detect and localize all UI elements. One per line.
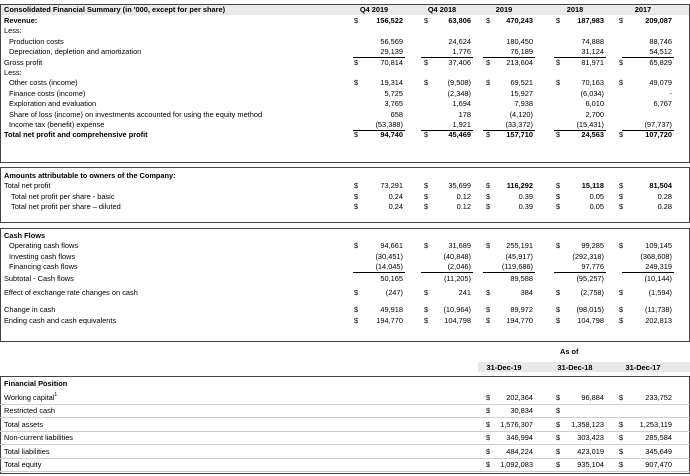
currency-symbol: $ xyxy=(619,181,624,190)
cell-value: 202,813 xyxy=(645,316,672,325)
cell-value: 7,938 xyxy=(514,99,533,108)
row-label: Gross profit xyxy=(4,58,43,67)
cell-value: 249,319 xyxy=(645,262,672,271)
table-row xyxy=(0,287,690,298)
cell-value: - xyxy=(669,89,672,98)
currency-symbol: $ xyxy=(619,460,624,469)
currency-symbol: $ xyxy=(354,316,359,325)
table-row xyxy=(0,240,690,251)
cell-value: 180,450 xyxy=(506,37,533,46)
currency-symbol: $ xyxy=(556,433,561,442)
currency-symbol: $ xyxy=(619,316,624,325)
cell-value: 2,700 xyxy=(585,110,604,119)
cell-value: 178 xyxy=(458,110,471,119)
row-label: Share of loss (income) on investments accounted for using the equity method xyxy=(9,110,263,119)
cell-value: 88,746 xyxy=(649,37,672,46)
cell-value: 3,765 xyxy=(384,99,403,108)
row-label: Total net profit and comprehensive profit xyxy=(4,130,148,139)
row-label: Finance costs (income) xyxy=(9,89,86,98)
row-label: Income tax (benefit) expense xyxy=(9,120,105,129)
column-header: Q4 2018 xyxy=(427,5,457,14)
cell-value: (2,046) xyxy=(447,262,471,271)
currency-symbol: $ xyxy=(486,393,491,402)
cell-value: 24,563 xyxy=(581,130,604,139)
currency-symbol: $ xyxy=(424,241,429,250)
currency-symbol: $ xyxy=(556,406,561,415)
cell-value: 15,118 xyxy=(581,181,604,190)
currency-symbol: $ xyxy=(354,130,359,139)
row-label xyxy=(4,432,73,443)
currency-symbol: $ xyxy=(619,288,624,297)
currency-symbol: $ xyxy=(556,192,561,201)
row-label: Operating cash flows xyxy=(9,241,79,250)
cell-value: 470,243 xyxy=(506,16,533,25)
position-row xyxy=(0,405,690,416)
row-label: Cash Flows xyxy=(4,231,46,240)
cell-value: 109,145 xyxy=(645,241,672,250)
cell-value: 6,010 xyxy=(585,99,604,108)
cell-value: (4,120) xyxy=(509,110,533,119)
currency-symbol: $ xyxy=(424,202,429,211)
cell-value: 94,740 xyxy=(380,130,403,139)
cell-value: 81,504 xyxy=(649,181,672,190)
row-label: Subtotal - Cash flows xyxy=(4,274,74,283)
cell-value: (33,372) xyxy=(505,120,533,129)
currency-symbol: $ xyxy=(619,447,624,456)
currency-symbol: $ xyxy=(486,420,491,429)
currency-symbol: $ xyxy=(486,460,491,469)
currency-symbol: $ xyxy=(354,16,359,25)
cell-value: (53,388) xyxy=(375,120,403,129)
date-column-header: 31-Dec-18 xyxy=(557,363,593,372)
cell-value: 104,798 xyxy=(577,316,604,325)
table-row xyxy=(0,273,690,284)
cell-value: (11,205) xyxy=(444,274,471,283)
currency-symbol: $ xyxy=(556,305,561,314)
position-row xyxy=(0,419,690,430)
cell-value: 202,364 xyxy=(506,393,533,402)
currency-symbol: $ xyxy=(354,241,359,250)
currency-symbol: $ xyxy=(619,202,624,211)
date-column-header: 31-Dec-19 xyxy=(486,363,522,372)
row-label-text: Total assets xyxy=(4,420,44,429)
cell-value: 1,694 xyxy=(452,99,471,108)
cell-value: (40,848) xyxy=(443,252,471,261)
currency-symbol: $ xyxy=(556,181,561,190)
currency-symbol: $ xyxy=(354,192,359,201)
cell-value: 0.24 xyxy=(388,202,403,211)
cell-value: 54,512 xyxy=(649,47,672,56)
currency-symbol: $ xyxy=(556,447,561,456)
cell-value: 1,576,307 xyxy=(500,420,533,429)
cell-value: 0.39 xyxy=(518,192,533,201)
cell-value: 69,521 xyxy=(510,78,533,87)
currency-symbol: $ xyxy=(556,420,561,429)
cell-value: 213,604 xyxy=(506,58,533,67)
cell-value: 194,770 xyxy=(506,316,533,325)
currency-symbol: $ xyxy=(619,433,624,442)
cell-value: 255,191 xyxy=(506,241,533,250)
cell-value: (15,431) xyxy=(576,120,604,129)
row-label-text: Total equity xyxy=(4,460,42,469)
row-label: Exploration and evaluation xyxy=(9,99,97,108)
cell-value: 346,994 xyxy=(506,433,533,442)
row-label: Amounts attributable to owners of the Company: xyxy=(4,171,176,180)
currency-symbol: $ xyxy=(354,288,359,297)
cell-value: 31,689 xyxy=(448,241,471,250)
table-title: Consolidated Financial Summary (in '000, except for per share) xyxy=(4,5,226,14)
currency-symbol: $ xyxy=(424,192,429,201)
currency-symbol: $ xyxy=(424,181,429,190)
cell-value: 1,253,119 xyxy=(639,420,672,429)
currency-symbol: $ xyxy=(486,192,491,201)
currency-symbol: $ xyxy=(486,447,491,456)
currency-symbol: $ xyxy=(556,393,561,402)
cell-value: 484,224 xyxy=(506,447,533,456)
cell-value: 97,776 xyxy=(581,262,604,271)
cell-value: 157,710 xyxy=(506,130,533,139)
currency-symbol: $ xyxy=(486,202,491,211)
row-label-text: Restricted cash xyxy=(4,406,55,415)
header-row xyxy=(0,4,690,15)
currency-symbol: $ xyxy=(486,288,491,297)
cell-value: 70,163 xyxy=(581,78,604,87)
cell-value: (11,738) xyxy=(645,305,672,314)
cell-value: (2,348) xyxy=(447,89,471,98)
table-row xyxy=(0,46,690,57)
cell-value: 50,165 xyxy=(380,274,403,283)
date-header-row xyxy=(0,362,690,373)
cell-value: 5,725 xyxy=(384,89,403,98)
cell-value: 658 xyxy=(390,110,403,119)
row-label xyxy=(4,419,43,430)
row-label-text: Working capital xyxy=(4,393,55,402)
currency-symbol: $ xyxy=(556,241,561,250)
cell-value: 31,124 xyxy=(581,47,604,56)
currency-symbol: $ xyxy=(486,241,491,250)
cell-value: (9,508) xyxy=(447,78,471,87)
cell-value: (30,451) xyxy=(375,252,403,261)
column-header: 2019 xyxy=(495,5,513,14)
row-divider xyxy=(0,417,690,418)
cell-value: 1,092,083 xyxy=(500,460,533,469)
cell-value: 187,983 xyxy=(577,16,604,25)
cell-value: 89,972 xyxy=(510,305,533,314)
cell-value: (95,257) xyxy=(576,274,604,283)
currency-symbol: $ xyxy=(486,78,491,87)
cell-value: 6,767 xyxy=(653,99,672,108)
cell-value: (2,758) xyxy=(580,288,604,297)
row-label: Effect of exchange rate changes on cash xyxy=(4,288,138,297)
row-label-text: Total liabilities xyxy=(4,447,50,456)
cell-value: 1,358,123 xyxy=(571,420,604,429)
table-row xyxy=(0,304,690,315)
cell-value: 81,971 xyxy=(581,58,604,67)
currency-symbol: $ xyxy=(486,433,491,442)
footnote-marker: 1 xyxy=(54,392,58,398)
currency-symbol: $ xyxy=(424,305,429,314)
cell-value: 241 xyxy=(458,288,471,297)
currency-symbol: $ xyxy=(556,130,561,139)
cell-value: 49,079 xyxy=(649,78,672,87)
cell-value: 19,314 xyxy=(380,78,403,87)
row-label xyxy=(4,405,55,416)
table-row xyxy=(0,261,690,272)
position-row xyxy=(0,432,690,443)
cell-value: 37,406 xyxy=(448,58,471,67)
row-label: Investing cash flows xyxy=(9,252,76,261)
cell-value: (97,737) xyxy=(644,120,672,129)
row-label: Revenue: xyxy=(4,16,38,25)
cell-value xyxy=(614,405,672,416)
cell-value: 423,019 xyxy=(577,447,604,456)
cell-value: (10,144) xyxy=(644,274,672,283)
date-column-header: 31-Dec-17 xyxy=(625,363,661,372)
currency-symbol: $ xyxy=(619,192,624,201)
cell-value: 15,927 xyxy=(510,89,533,98)
row-label: Total net profit per share - basic xyxy=(11,192,115,201)
cell-value: 935,104 xyxy=(577,460,604,469)
cell-value: 303,423 xyxy=(577,433,604,442)
currency-symbol: $ xyxy=(354,305,359,314)
cell-value: 30,834 xyxy=(510,406,533,415)
cell-value: 0.39 xyxy=(518,202,533,211)
cell-value: 96,884 xyxy=(581,393,604,402)
as-of-label: As of xyxy=(560,347,579,356)
cell-value xyxy=(546,405,604,416)
cell-value: 65,829 xyxy=(649,58,672,67)
cell-value: 24,624 xyxy=(448,37,471,46)
row-label: Financing cash flows xyxy=(9,262,78,271)
position-row xyxy=(0,446,690,457)
currency-symbol: $ xyxy=(619,78,624,87)
column-header: 2018 xyxy=(566,5,584,14)
currency-symbol: $ xyxy=(619,420,624,429)
cell-value: 70,814 xyxy=(380,58,403,67)
cell-value: (98,015) xyxy=(576,305,604,314)
cell-value: 45,469 xyxy=(448,130,471,139)
position-title-row xyxy=(0,378,690,389)
cell-value: 49,918 xyxy=(380,305,403,314)
cell-value: 73,291 xyxy=(380,181,403,190)
cell-value: 63,806 xyxy=(448,16,471,25)
currency-symbol: $ xyxy=(556,58,561,67)
row-label: Change in cash xyxy=(4,305,56,314)
position-row xyxy=(0,459,690,470)
currency-symbol: $ xyxy=(424,130,429,139)
cell-value: 345,649 xyxy=(645,447,672,456)
row-label: Other costs (income) xyxy=(9,78,78,87)
currency-symbol: $ xyxy=(354,78,359,87)
table-row xyxy=(0,201,690,212)
row-label: Ending cash and cash equivalents xyxy=(4,316,117,325)
currency-symbol: $ xyxy=(354,181,359,190)
cell-value: 194,770 xyxy=(376,316,403,325)
cell-value: 0.24 xyxy=(388,192,403,201)
currency-symbol: $ xyxy=(556,288,561,297)
cell-value: 74,888 xyxy=(581,37,604,46)
cell-value: (45,917) xyxy=(505,252,533,261)
cell-value: 116,292 xyxy=(506,181,533,190)
row-divider xyxy=(0,471,690,472)
currency-symbol: $ xyxy=(619,16,624,25)
cell-value: 233,752 xyxy=(645,393,672,402)
currency-symbol: $ xyxy=(424,316,429,325)
cell-value: 35,699 xyxy=(448,181,471,190)
row-label: Production costs xyxy=(9,37,64,46)
row-label: Total net profit per share – diluted xyxy=(11,202,121,211)
row-label: Total net profit xyxy=(4,181,51,190)
cell-value: (368,608) xyxy=(640,252,672,261)
cell-value: 0.12 xyxy=(456,192,471,201)
row-divider xyxy=(0,444,690,445)
cell-value: 1,921 xyxy=(452,120,471,129)
cell-value: 0.28 xyxy=(657,192,672,201)
currency-symbol: $ xyxy=(619,130,624,139)
cell-value: 1,776 xyxy=(452,47,471,56)
cell-value: 29,139 xyxy=(380,47,403,56)
currency-symbol: $ xyxy=(486,130,491,139)
row-label: Less: xyxy=(4,68,22,77)
row-label: Depreciation, depletion and amortization xyxy=(9,47,142,56)
currency-symbol: $ xyxy=(556,316,561,325)
cell-value: (10,964) xyxy=(443,305,471,314)
cell-value: 56,569 xyxy=(380,37,403,46)
cell-value: (1,594) xyxy=(648,288,672,297)
cell-value: 89,588 xyxy=(510,274,533,283)
currency-symbol: $ xyxy=(619,241,624,250)
currency-symbol: $ xyxy=(486,406,491,415)
currency-symbol: $ xyxy=(619,305,624,314)
cell-value: 104,798 xyxy=(444,316,471,325)
currency-symbol: $ xyxy=(619,393,624,402)
cell-value: 0.28 xyxy=(657,202,672,211)
currency-symbol: $ xyxy=(486,316,491,325)
table-row xyxy=(0,180,690,191)
currency-symbol: $ xyxy=(486,181,491,190)
table-row xyxy=(0,25,690,36)
column-header: Q4 2019 xyxy=(359,5,389,14)
cell-value: (119,686) xyxy=(501,262,533,271)
currency-symbol: $ xyxy=(424,78,429,87)
table-row xyxy=(0,129,690,140)
currency-symbol: $ xyxy=(556,16,561,25)
as-of-row xyxy=(0,346,690,357)
cell-value: 107,720 xyxy=(645,130,672,139)
row-label xyxy=(4,392,57,403)
column-header: 2017 xyxy=(634,5,652,14)
currency-symbol: $ xyxy=(619,58,624,67)
currency-symbol: $ xyxy=(556,460,561,469)
currency-symbol: $ xyxy=(486,16,491,25)
cell-value: 0.05 xyxy=(589,202,604,211)
cell-value: 0.05 xyxy=(589,192,604,201)
currency-symbol: $ xyxy=(486,58,491,67)
currency-symbol: $ xyxy=(556,202,561,211)
cell-value: (292,318) xyxy=(572,252,604,261)
cell-value: (6,034) xyxy=(580,89,604,98)
cell-value: 285,584 xyxy=(645,433,672,442)
cell-value: 0.12 xyxy=(456,202,471,211)
currency-symbol: $ xyxy=(424,288,429,297)
row-label: Less: xyxy=(4,26,22,35)
cell-value: 76,189 xyxy=(510,47,533,56)
table-row xyxy=(0,315,690,326)
cell-value: 94,661 xyxy=(380,241,403,250)
cell-value: 99,285 xyxy=(581,241,604,250)
currency-symbol: $ xyxy=(424,58,429,67)
cell-value: (247) xyxy=(385,288,403,297)
row-label xyxy=(4,459,41,470)
row-label-text: Non-current liabilities xyxy=(4,433,74,442)
currency-symbol: $ xyxy=(424,16,429,25)
cell-value: 907,470 xyxy=(645,460,672,469)
cell-value: 384 xyxy=(520,288,533,297)
currency-symbol: $ xyxy=(354,202,359,211)
currency-symbol: $ xyxy=(556,78,561,87)
row-label xyxy=(4,446,50,457)
currency-symbol: $ xyxy=(486,305,491,314)
cell-value: (14,045) xyxy=(375,262,403,271)
table-row xyxy=(0,98,690,109)
currency-symbol: $ xyxy=(354,58,359,67)
cell-value: 209,087 xyxy=(645,16,672,25)
position-row xyxy=(0,392,690,403)
position-title: Financial Position xyxy=(4,379,68,388)
cell-value: 156,522 xyxy=(376,16,403,25)
table-row xyxy=(0,77,690,88)
